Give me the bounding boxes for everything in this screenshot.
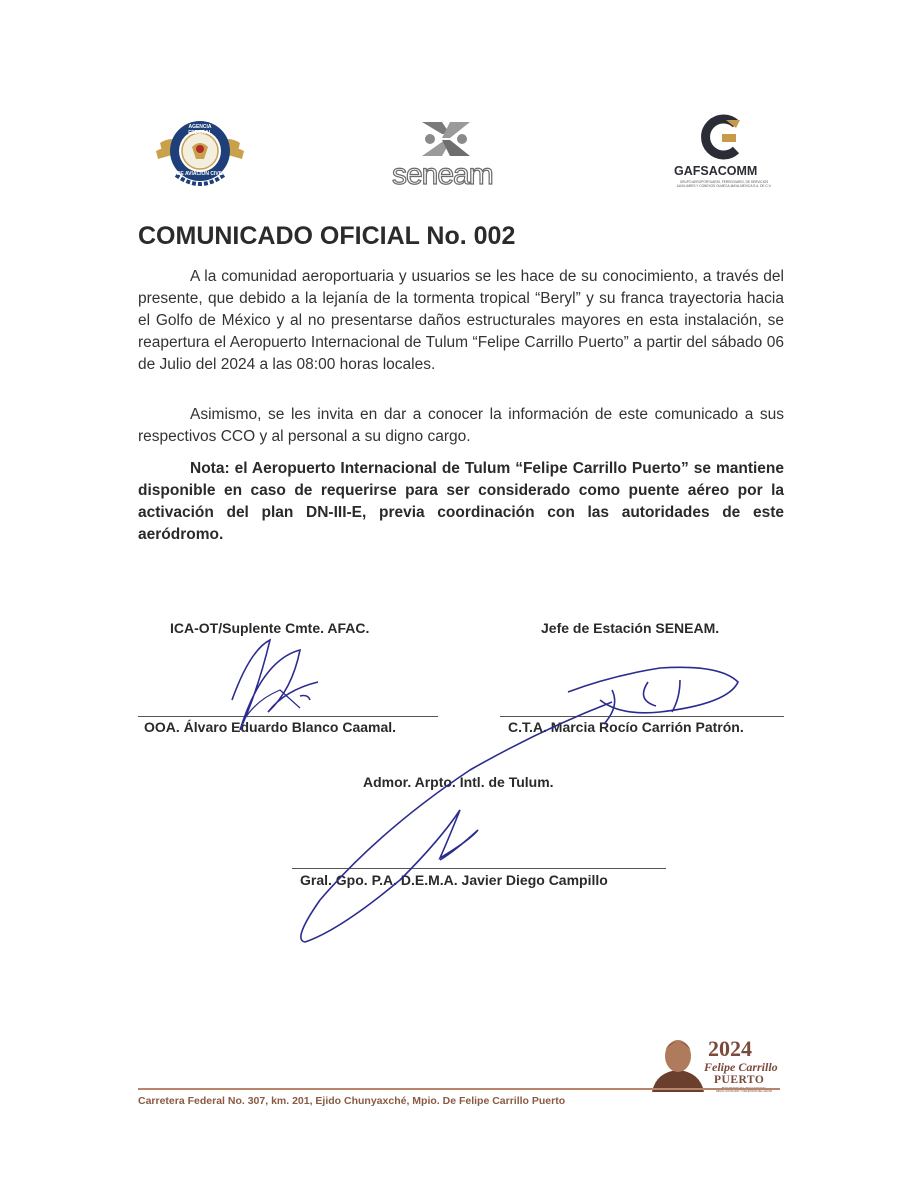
page-title: COMUNICADO OFICIAL No. 002 xyxy=(138,222,516,250)
badge-line1: Felipe Carrillo xyxy=(704,1060,778,1074)
afac-ring-top-text: AGENCIA FEDERAL xyxy=(188,124,212,136)
signature-center-stroke xyxy=(301,702,612,942)
footer-divider xyxy=(138,1088,780,1090)
signature-right-line xyxy=(500,716,784,717)
afac-seal xyxy=(152,113,248,195)
badge-year: 2024 xyxy=(708,1036,752,1061)
signature-left-name: OOA. Álvaro Eduardo Blanco Caamal. xyxy=(144,719,397,735)
seneam-emblem-icon xyxy=(416,116,476,162)
signature-center-role: Admor. Arpto. Intl. de Tulum. xyxy=(363,774,554,790)
signature-right-name: C.T.A. Marcia Rocío Carrión Patrón. xyxy=(508,719,744,735)
badge-caption: REVOLUCIONARIO Y DEFENSOR DEL MAYAB xyxy=(715,1090,773,1093)
paragraph-reopening: A la comunidad aeroportuaria y usuarios se les hace de su conocimiento, a través del presente, que debido a la lejanía de la tormenta tropical “Beryl” y su franca trayectoria hacia el Golfo de México y al no presentarse daños estructurales mayores en esta instalación, se reapertura el Aeropuerto Internacional de Tulum “Felipe Carrillo Puerto” a partir del sábado 06 de Julio del 2024 a las 08:00 horas locales. xyxy=(138,268,784,373)
paragraph-note: Nota: el Aeropuerto Internacional de Tulum “Felipe Carrillo Puerto” se mantiene disponible en caso de requerirse para ser considerado como puente aéreo por la activación del plan DN-III-E, previa coordinación con las autoridades de este aeródromo. xyxy=(138,460,784,543)
signature-left-role: ICA-OT/Suplente Cmte. AFAC. xyxy=(170,620,370,636)
seneam-logo xyxy=(388,116,528,191)
footer-address: Carretera Federal No. 307, km. 201, Ejido Chunyaxché, Mpio. De Felipe Carrillo Puerto xyxy=(138,1095,566,1107)
signature-left-line xyxy=(138,716,438,717)
signature-right-role: Jefe de Estación SENEAM. xyxy=(541,620,720,636)
gafsacomm-logo xyxy=(668,112,778,212)
afac-ring-bottom-text: DE AVIACIÓN CIVIL xyxy=(176,171,224,177)
gafsacomm-subtitle: GRUPO AEROPORTUARIO, FERROVIARIO, DE SERVICIOS AUXILIARES Y CONEXOS OLMECA-MAYA-MEXICA S.A. DE C.V. xyxy=(676,180,772,188)
gafsacomm-wordmark: GAFSACOMM xyxy=(674,164,758,178)
gafsacomm-emblem-icon xyxy=(696,112,746,162)
commemorative-badge xyxy=(646,1030,786,1094)
signature-center-line xyxy=(292,868,666,869)
seneam-wordmark: seneam xyxy=(392,158,493,191)
paragraph-invitation: Asimismo, se les invita en dar a conocer la información de este comunicado a sus respectivos CCO y al personal a su digno cargo. xyxy=(138,406,784,445)
portrait-icon xyxy=(646,1032,710,1092)
badge-line2: PUERTO xyxy=(714,1074,765,1086)
signature-center-name: Gral. Gpo. P.A. D.E.M.A. Javier Diego Campillo xyxy=(300,872,608,888)
